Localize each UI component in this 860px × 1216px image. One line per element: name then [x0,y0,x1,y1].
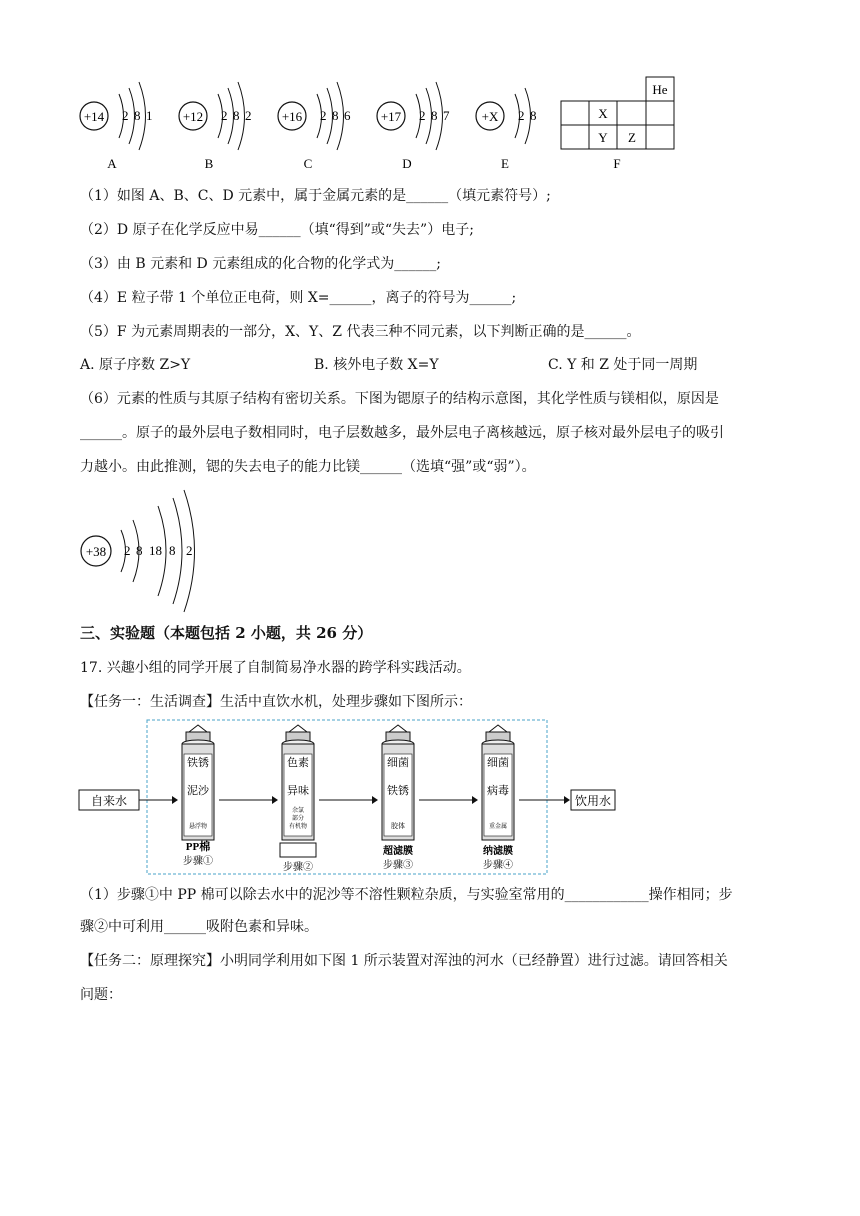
atom-d [377,82,450,171]
filter-step-3 [382,725,414,871]
question-6-line-2: ______。原子的最外层电子数相同时，电子层数越多，最外层电子离核越远，原子核对最外层电子的吸引 [80,425,724,441]
atom-e [476,88,537,171]
atom-e-nucleus: +X [481,109,499,124]
atom-b-shell-1: 2 [221,108,228,123]
atom-d-shell-3: 7 [443,108,450,123]
question-2: （2）D 原子在化学反应中易______（填“得到”或“失去”）电子; [80,222,474,238]
question-4: （4）E 粒子带 1 个单位正电荷，则 X=______，离子的符号为______; [80,290,517,306]
atom-e-shell-1: 2 [518,108,525,123]
atom-c [278,82,351,171]
question-3: （3）由 B 元素和 D 元素组成的化合物的化学式为______; [80,256,441,272]
atom-c-shell-2: 8 [332,108,339,123]
filter-step-1 [182,725,214,867]
question-5: （5）F 为元素周期表的一部分，X、Y、Z 代表三种不同元素，以下判断正确的是______。 [80,324,641,340]
strontium-shell-3: 18 [149,543,162,558]
atom-e-shell-2: 8 [530,108,537,123]
strontium-shell-4: 8 [169,543,176,558]
step-3-step-label: 步骤③ [383,860,413,871]
strontium-shell-1: 2 [124,543,131,558]
q5-option-a: A. 原子序数 Z>Y [80,357,191,373]
water-purifier-diagram [78,716,638,878]
question-6-line-1: （6）元素的性质与其原子结构有密切关系。下图为锶原子的结构示意图，其化学性质与镁相似，原因是 [80,391,719,407]
q5-option-b: B. 核外电子数 X=Y [314,357,439,373]
question-1: （1）如图 A、B、C、D 元素中，属于金属元素的是______（填元素符号）; [80,188,551,204]
atom-d-shell-2: 8 [431,108,438,123]
step-4-step-label: 步骤④ [483,860,513,871]
atom-c-shell-3: 6 [344,108,351,123]
step-1-mid-label: 泥沙 [187,785,209,797]
step-1-name: PP棉 [185,841,211,853]
strontium-nucleus: +38 [85,544,107,559]
atom-d-shell-1: 2 [419,108,426,123]
step-1-top-label: 铁锈 [187,757,209,769]
step-2-step-label: 步骤② [283,862,313,873]
atom-d-nucleus: +17 [380,109,402,124]
step-2-bottom-label-1: 余氯 [291,808,305,814]
step-2-top-label: 色素 [287,757,309,769]
atom-a-label: A [107,156,117,171]
atom-a-nucleus: +14 [83,109,105,124]
atom-b-shell-2: 8 [233,108,240,123]
strontium-shell-2: 8 [136,543,143,558]
step-3-name: 超滤膜 [383,846,413,857]
atom-e-label: E [501,156,509,171]
cell-he: He [652,82,668,97]
q17-sub1-line-2: 骤②中可利用______吸附色素和异味。 [80,919,318,935]
step-2-mid-label: 异味 [287,785,309,797]
step-2-bottom-label-3: 有机物 [288,824,308,830]
atom-c-nucleus: +16 [281,109,303,124]
periodic-table-fragment [560,76,680,172]
atom-a [80,82,153,171]
cell-y: Y [598,130,608,145]
input-tap-water: 自来水 [90,794,128,808]
strontium-shell-5: 2 [186,543,193,558]
step-1-bottom-label-1: 悬浮物 [188,824,208,830]
atom-a-shell-1: 2 [122,108,129,123]
atom-b-nucleus: +12 [182,109,204,124]
atom-c-shell-1: 2 [320,108,327,123]
cell-z: Z [628,130,636,145]
task-2-line-1: 【任务二：原理探究】小明同学利用如下图 1 所示装置对浑浊的河水（已经静置）进行过滤。请回答相关 [80,953,728,969]
step-3-mid-label: 铁锈 [387,785,409,797]
output-drinking-water: 饮用水 [574,794,612,808]
atom-c-label: C [303,156,313,171]
task-2-line-2: 问题： [80,987,122,1003]
section-3-heading: 三、实验题（本题包括 2 小题，共 26 分） [80,624,373,642]
step-4-mid-label: 病毒 [487,785,509,797]
atom-b [179,82,252,171]
step-4-bottom-label-1: 重金属 [488,824,508,830]
atom-b-shell-3: 2 [245,108,252,123]
q5-option-c: C. Y 和 Z 处于同一周期 [548,357,698,373]
atom-diagrams [70,72,560,172]
atom-d-label: D [402,156,412,171]
periodic-table-label: F [613,156,621,171]
cell-x: X [598,106,608,121]
step-1-step-label: 步骤① [183,856,213,867]
q17-sub1-line-1: （1）步骤①中 PP 棉可以除去水中的泥沙等不溶性颗粒杂质，与实验室常用的____________操作相同；步 [80,887,733,903]
task-1-line: 【任务一：生活调查】生活中直饮水机，处理步骤如下图所示： [80,694,472,710]
step-2-blank-box [280,843,316,857]
filter-step-4 [482,725,514,871]
atom-a-shell-2: 8 [134,108,141,123]
step-3-bottom-label-1: 胶体 [391,822,405,830]
step-4-top-label: 细菌 [487,757,509,769]
step-2-bottom-label-2: 部分 [291,816,305,822]
question-6-line-3: 力越小。由此推测，锶的失去电子的能力比镁______（选填“强”或“弱”）。 [80,459,536,475]
filter-step-2 [280,725,316,873]
q17-intro: 17. 兴趣小组的同学开展了自制简易净水器的跨学科实践活动。 [80,660,471,676]
step-3-top-label: 细菌 [387,757,409,769]
atom-b-label: B [204,156,214,171]
atom-a-shell-3: 1 [146,108,153,123]
step-4-name: 纳滤膜 [483,846,513,857]
strontium-atom-diagram [74,486,214,616]
